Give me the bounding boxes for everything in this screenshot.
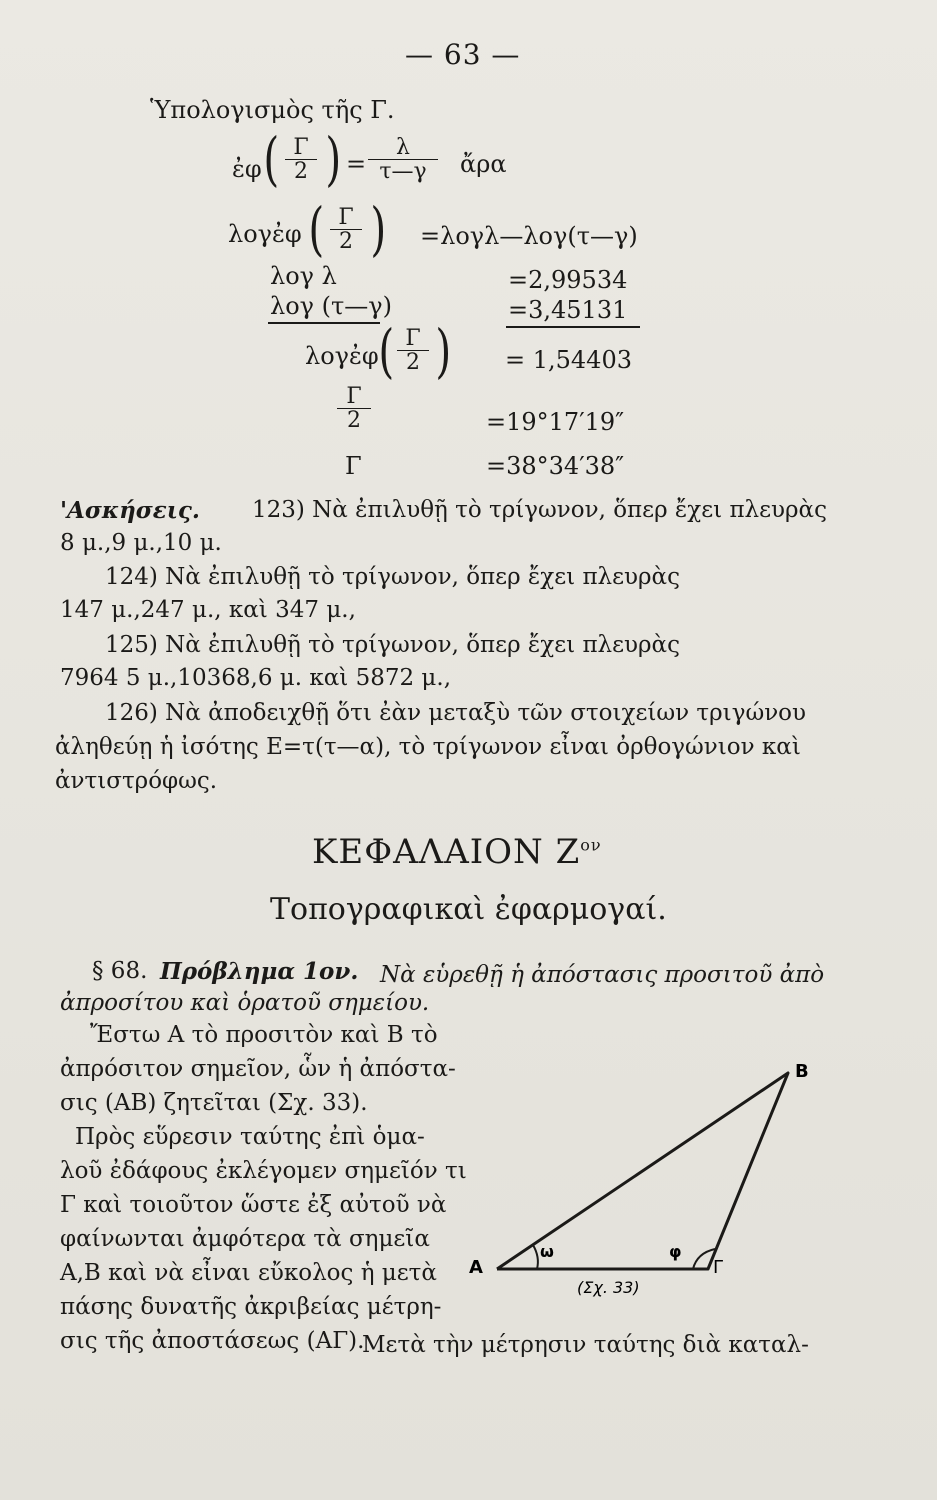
subtraction-rule-left bbox=[268, 322, 380, 324]
left-paren: ( bbox=[378, 317, 395, 385]
left-paren: ( bbox=[308, 195, 325, 263]
point-g-label: Γ bbox=[713, 1257, 724, 1278]
chapter-subtitle: Τοπογραφικαὶ ἐφαρμογαί. bbox=[270, 892, 667, 927]
exercise-125-line1: 125) Νὰ ἐπιλυθῇ τὸ τρίγωνον, ὅπερ ἔχει πλευρὰς bbox=[105, 632, 680, 658]
fraction-gamma-over-2: $\frac{\Gamma}{2}$ bbox=[285, 136, 317, 183]
fraction-gamma-over-2: $\frac{\Gamma}{2}$ bbox=[330, 206, 362, 253]
figure-caption: (Σχ. 33) bbox=[577, 1278, 640, 1297]
log-difference: =λογλ—λογ(τ—γ) bbox=[420, 222, 638, 250]
equals-sign: = bbox=[346, 150, 367, 178]
body-line-4: Πρὸς εὕρεσιν ταύτης ἐπὶ ὁμα- bbox=[75, 1124, 425, 1150]
gamma-value: =38°34′38″ bbox=[486, 452, 625, 480]
problem-section-number: § 68. bbox=[92, 958, 148, 984]
log-eph-symbol: λογἐφ bbox=[228, 220, 302, 248]
triangle-outline bbox=[497, 1073, 788, 1269]
exercise-126-line1: 126) Νὰ ἀποδειχθῇ ὅτι ἐὰν μεταξὺ τῶν στοιχείων τριγώνου bbox=[105, 700, 807, 726]
body-line-6: Γ καὶ τοιοῦτον ὥστε ἐξ αὐτοῦ νὰ bbox=[60, 1192, 447, 1218]
log-lambda-label: λογ λ bbox=[270, 262, 337, 290]
right-paren: ) bbox=[325, 125, 342, 193]
fraction-gamma-over-2: $\frac{\Gamma}{2}$ bbox=[397, 327, 429, 374]
chapter-title-suffix: ον bbox=[580, 835, 602, 855]
log-eph-value: = 1,54403 bbox=[505, 346, 632, 374]
problem-statement-line1: Νὰ εὑρεθῇ ἡ ἀπόστασις προσιτοῦ ἀπὸ bbox=[380, 962, 825, 988]
problem-statement-line2: ἀπροσίτου καὶ ὁρατοῦ σημείου. bbox=[60, 990, 430, 1016]
exercise-125-line2: 7964 5 μ.,10368,6 μ. καὶ 5872 μ., bbox=[60, 665, 451, 691]
exercise-124-line1: 124) Νὰ ἐπιλυθῇ τὸ τρίγωνον, ὅπερ ἔχει πλευρὰς bbox=[105, 564, 680, 590]
exercise-124-line2: 147 μ.,247 μ., καὶ 347 μ., bbox=[60, 597, 356, 623]
angle-phi-label: φ bbox=[669, 1242, 682, 1261]
subtraction-rule-right bbox=[506, 326, 640, 328]
exercise-123-line2: 8 μ.,9 μ.,10 μ. bbox=[60, 530, 222, 556]
angle-omega-label: ω bbox=[540, 1242, 554, 1261]
gamma-label: Γ bbox=[345, 452, 362, 480]
body-line-9: πάσης δυνατῆς ἀκριβείας μέτρη- bbox=[60, 1294, 442, 1320]
body-line-1: Ἔστω Α τὸ προσιτὸν καὶ Β τὸ bbox=[90, 1022, 438, 1048]
log-tau-gamma-value: =3,45131 bbox=[508, 296, 628, 324]
log-lambda-value: =2,99534 bbox=[508, 266, 628, 294]
log-tau-gamma-label: λογ (τ—γ) bbox=[270, 292, 392, 320]
exercises-heading: 'Ασκήσεις. bbox=[60, 497, 200, 524]
triangle-figure bbox=[455, 1055, 835, 1315]
left-paren: ( bbox=[263, 125, 280, 193]
page-number: — 63 — bbox=[405, 38, 521, 71]
body-line-7: φαίνωνται ἀμφότερα τὰ σημεῖα bbox=[60, 1226, 430, 1252]
point-a-label: Α bbox=[469, 1257, 483, 1278]
body-line-8: Α,Β καὶ νὰ εἶναι εὔκολος ἡ μετὰ bbox=[60, 1260, 437, 1286]
fraction-lambda-over-tau-gamma: $\frac{\lambda}{\tau—\gamma}$ bbox=[368, 136, 438, 183]
exercise-126-line2: ἀληθεύῃ ἡ ἰσότης Ε=τ(τ—α), τὸ τρίγωνον εἶναι ὀρθογώνιον καὶ bbox=[55, 734, 801, 760]
log-eph-symbol: λογἐφ bbox=[305, 342, 379, 370]
exercise-123-line1: 123) Νὰ ἐπιλυθῇ τὸ τρίγωνον, ὅπερ ἔχει πλευρὰς bbox=[252, 497, 827, 523]
problem-label: Πρόβλημα 1ον. bbox=[160, 958, 359, 985]
fraction-gamma-over-2-result: $\frac{\Gamma}{2}$ bbox=[337, 385, 371, 432]
ara-word: ἄρα bbox=[460, 150, 507, 178]
point-b-label: Β bbox=[795, 1061, 809, 1082]
exercise-126-line3: ἀντιστρόφως. bbox=[55, 768, 218, 794]
chapter-title bbox=[312, 832, 602, 872]
body-line-10: σις τῆς ἀποστάσεως (ΑΓ). bbox=[60, 1328, 365, 1354]
chapter-title-text: ΚΕΦΑΛΑΙΟΝ Ζ bbox=[312, 832, 581, 872]
body-last-line-tail: Μετὰ τὴν μέτρησιν ταύτης διὰ καταλ- bbox=[362, 1332, 809, 1358]
right-paren: ) bbox=[435, 317, 452, 385]
body-line-5: λοῦ ἐδάφους ἐκλέγομεν σημεῖόν τι bbox=[60, 1158, 467, 1184]
body-line-2: ἀπρόσιτον σημεῖον, ὧν ἡ ἀπόστα- bbox=[60, 1056, 456, 1082]
section-title: Ὑπολογισμὸς τῆς Γ. bbox=[150, 96, 395, 124]
angle-omega-arc bbox=[533, 1245, 538, 1269]
eph-symbol: ἐφ bbox=[232, 155, 262, 183]
right-paren: ) bbox=[370, 195, 387, 263]
body-line-3: σις (ΑΒ) ζητεῖται (Σχ. 33). bbox=[60, 1090, 368, 1116]
half-gamma-value: =19°17′19″ bbox=[486, 408, 625, 436]
